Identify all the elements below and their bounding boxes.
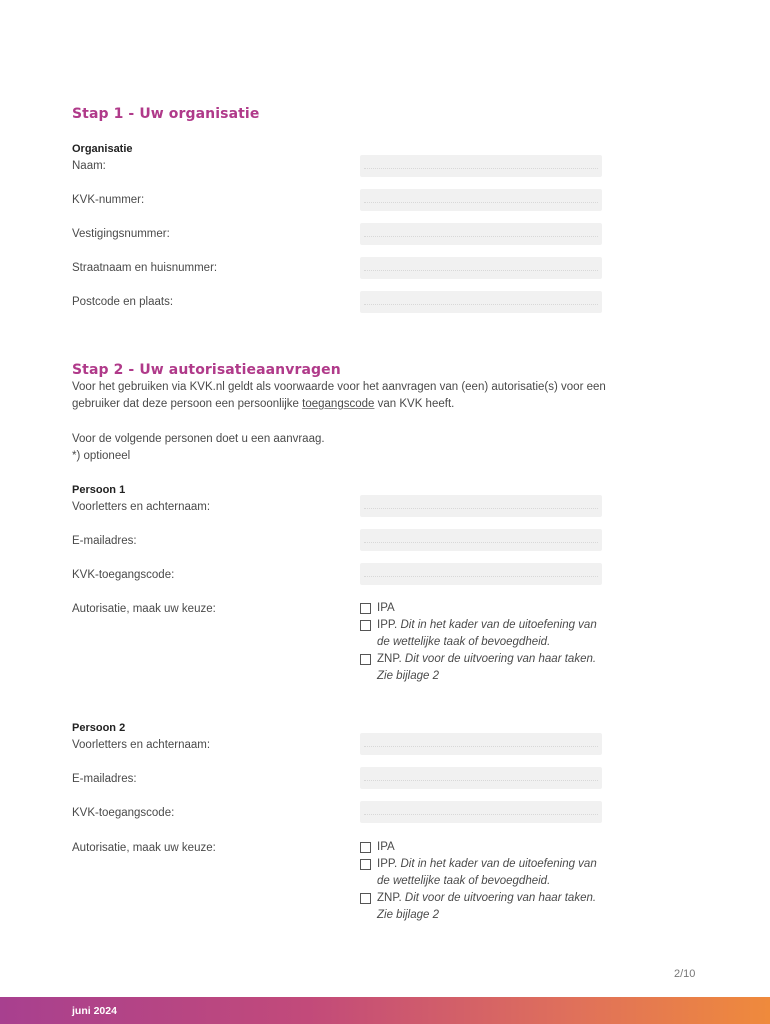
- person1-option-ipa[interactable]: [360, 600, 600, 617]
- person1-option-znp[interactable]: [360, 651, 600, 685]
- street-field[interactable]: [360, 257, 602, 279]
- option-description: Dit voor de uitvoering van haar taken. Zie bijlage 2: [377, 892, 597, 921]
- intro-line-2-text: gebruiker dat deze persoon een persoonlijke: [72, 398, 303, 410]
- intro-line-2-end: van KVK heeft.: [374, 398, 455, 410]
- person1-email-field[interactable]: [360, 529, 602, 551]
- note-line-2: *) optioneel: [72, 450, 131, 462]
- person2-email-field[interactable]: [360, 767, 602, 789]
- name-field[interactable]: [360, 155, 602, 177]
- checkbox[interactable]: [360, 893, 371, 904]
- postcode-field[interactable]: [360, 291, 602, 313]
- option-description: Dit voor de uitvoering van haar taken. Zie bijlage 2: [377, 653, 597, 682]
- note-line-1: Voor de volgende personen doet u een aanvraag.: [72, 433, 325, 445]
- person2-code-label: KVK-toegangscode:: [72, 807, 175, 819]
- option-description: Dit in het kader van de uitoefening van de wettelijke taak of bevoegdheid.: [377, 619, 597, 648]
- person1-name-field[interactable]: [360, 495, 602, 517]
- kvk-number-label: KVK-nummer:: [72, 194, 145, 206]
- option-code: IPP.: [377, 858, 398, 870]
- postcode-label: Postcode en plaats:: [72, 296, 174, 308]
- option-code: ZNP.: [377, 892, 402, 904]
- option-label: [377, 600, 602, 617]
- person1-choice-label: Autorisatie, maak uw keuze:: [72, 603, 216, 615]
- person1-title: Persoon 1: [72, 484, 126, 496]
- checkbox[interactable]: [360, 620, 371, 631]
- option-code: ZNP.: [377, 653, 402, 665]
- street-label: Straatnaam en huisnummer:: [72, 262, 218, 274]
- option-label: [377, 890, 602, 924]
- person2-name-label: Voorletters en achternaam:: [72, 739, 211, 751]
- kvk-number-field[interactable]: [360, 189, 602, 211]
- checkbox[interactable]: [360, 842, 371, 853]
- person2-option-znp[interactable]: [360, 890, 600, 924]
- checkbox[interactable]: [360, 654, 371, 665]
- option-code: IPA: [377, 841, 395, 853]
- intro-paragraph: [72, 379, 632, 413]
- establishment-number-label: Vestigingsnummer:: [72, 228, 170, 240]
- option-label: [377, 617, 602, 651]
- person2-option-ipp[interactable]: [360, 856, 600, 890]
- person1-code-field[interactable]: [360, 563, 602, 585]
- person2-code-field[interactable]: [360, 801, 602, 823]
- option-label: [377, 651, 602, 685]
- person2-title: Persoon 2: [72, 722, 126, 734]
- person1-name-label: Voorletters en achternaam:: [72, 501, 211, 513]
- page-number: 2/10: [674, 968, 696, 980]
- checkbox[interactable]: [360, 859, 371, 870]
- name-label: Naam:: [72, 160, 106, 172]
- option-label: [377, 839, 602, 856]
- step1-title: Stap 1 - Uw organisatie: [72, 106, 260, 122]
- organisation-group-title: Organisatie: [72, 143, 133, 155]
- note-paragraph: [72, 431, 325, 465]
- intro-line-2: [72, 396, 632, 413]
- step2-title: Stap 2 - Uw autorisatieaanvragen: [72, 362, 341, 378]
- person2-name-field[interactable]: [360, 733, 602, 755]
- person2-option-ipa[interactable]: [360, 839, 600, 856]
- footer-bar: [0, 997, 770, 1024]
- option-code: IPA: [377, 602, 395, 614]
- footer-date: juni 2024: [72, 1005, 117, 1017]
- option-code: IPP.: [377, 619, 398, 631]
- person1-code-label: KVK-toegangscode:: [72, 569, 175, 581]
- person2-choice-label: Autorisatie, maak uw keuze:: [72, 842, 216, 854]
- person2-email-label: E-mailadres:: [72, 773, 137, 785]
- toegangscode-link[interactable]: toegangscode: [302, 398, 375, 410]
- option-description: Dit in het kader van de uitoefening van de wettelijke taak of bevoegdheid.: [377, 858, 597, 887]
- checkbox[interactable]: [360, 603, 371, 614]
- option-label: [377, 856, 602, 890]
- intro-line-1: Voor het gebruiken via KVK.nl geldt als voorwaarde voor het aanvragen van (een) autorisatie(s) voor een: [72, 381, 606, 393]
- establishment-number-field[interactable]: [360, 223, 602, 245]
- person1-option-ipp[interactable]: [360, 617, 600, 651]
- person1-email-label: E-mailadres:: [72, 535, 137, 547]
